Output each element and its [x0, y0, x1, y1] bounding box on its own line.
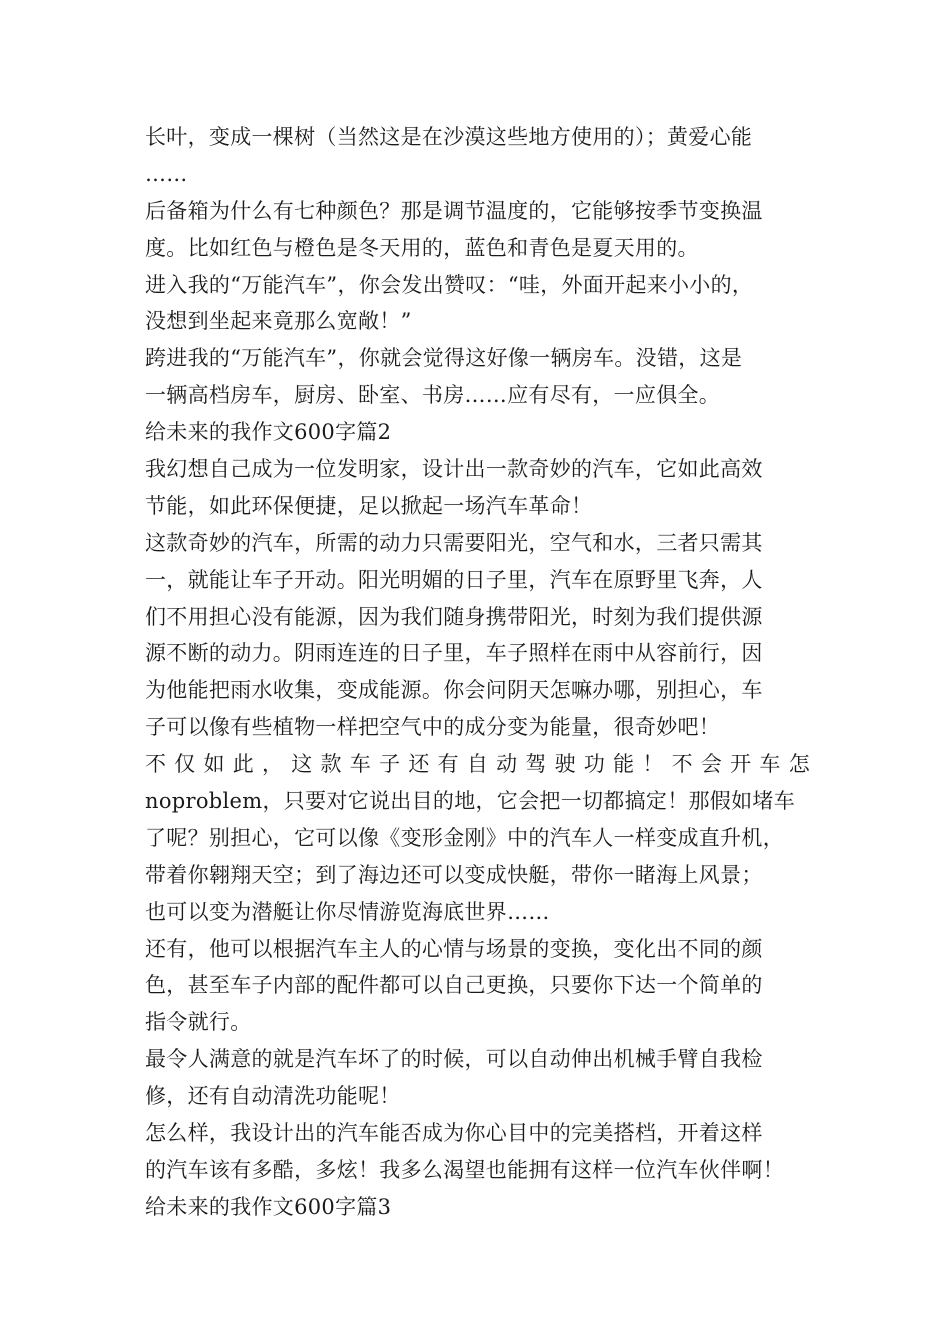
text-line: 了呢？别担心，它可以像《变形金刚》中的汽车人一样变成直升机， [145, 825, 784, 850]
text-line: 节能，如此环保便捷，足以掀起一场汽车革命！ [145, 493, 593, 518]
text-line: 一辆高档房车，厨房、卧室、书房……应有尽有，一应俱全。 [145, 383, 721, 408]
text-line: 一，就能让车子开动。阳光明媚的日子里，汽车在原野里飞奔，人 [145, 567, 763, 592]
text-line: 也可以变为潜艇让你尽情游览海底世界…… [145, 899, 550, 924]
text-line: 跨进我的“万能汽车”，你就会觉得这好像一辆房车。没错，这是 [145, 346, 743, 371]
text-line: 进入我的“万能汽车”，你会发出赞叹：“哇，外面开起来小小的， [145, 272, 754, 297]
document-page [145, 119, 810, 1226]
text-line: 度。比如红色与橙色是冬天用的，蓝色和青色是夏天用的。 [145, 235, 699, 260]
text-line: 我幻想自己成为一位发明家，设计出一款奇妙的汽车，它如此高效 [145, 457, 763, 482]
text-line: 最令人满意的就是汽车坏了的时候，可以自动伸出机械手臂自我检 [145, 1047, 763, 1072]
text-line: 们不用担心没有能源，因为我们随身携带阳光，时刻为我们提供源 [145, 604, 763, 629]
text-line: 没想到坐起来竟那么宽敞！” [145, 309, 412, 334]
text-line: 修，还有自动清洗功能呢！ [145, 1084, 401, 1109]
text-line: 还有，他可以根据汽车主人的心情与场景的变换，变化出不同的颜 [145, 936, 763, 961]
text-line: 这款奇妙的汽车，所需的动力只需要阳光，空气和水，三者只需其 [145, 530, 763, 555]
text-line: 源不断的动力。阴雨连连的日子里，车子照样在雨中从容前行，因 [145, 641, 763, 666]
text-line: 后备箱为什么有七种颜色？那是调节温度的，它能够按季节变换温 [145, 198, 763, 223]
text-line: 不 仅 如 此 ， 这 款 车 子 还 有 自 动 驾 驶 功 能 ！ 不 会 开 车 怎 [145, 752, 810, 777]
text-line: 色，甚至车子内部的配件都可以自己更换，只要你下达一个简单的 [145, 973, 763, 998]
text-line: 子可以像有些植物一样把空气中的成分变为能量，很奇妙吧！ [145, 715, 721, 740]
text-line: 怎么样，我设计出的汽车能否成为你心目中的完美搭档，开着这样 [145, 1121, 763, 1146]
text-line: …… [145, 161, 188, 186]
text-line: 为他能把雨水收集，变成能源。你会问阴天怎嘛办哪，别担心，车 [145, 678, 763, 703]
text-line: 长叶，变成一棵树（当然这是在沙漠这些地方使用的）；黄爱心能 [145, 125, 753, 149]
section-heading: 给未来的我作文600字篇3 [145, 1194, 392, 1219]
text-line: 带着你翱翔天空；到了海边还可以变成快艇，带你一睹海上风景； [145, 862, 763, 887]
section-heading: 给未来的我作文600字篇2 [145, 420, 392, 445]
text-line: noproblem，只要对它说出目的地，它会把一切都搞定！那假如堵车 [145, 789, 795, 814]
text-line: 的汽车该有多酷，多炫！我多么渴望也能拥有这样一位汽车伙伴啊！ [145, 1157, 784, 1182]
text-line: 指令就行。 [145, 1010, 252, 1035]
